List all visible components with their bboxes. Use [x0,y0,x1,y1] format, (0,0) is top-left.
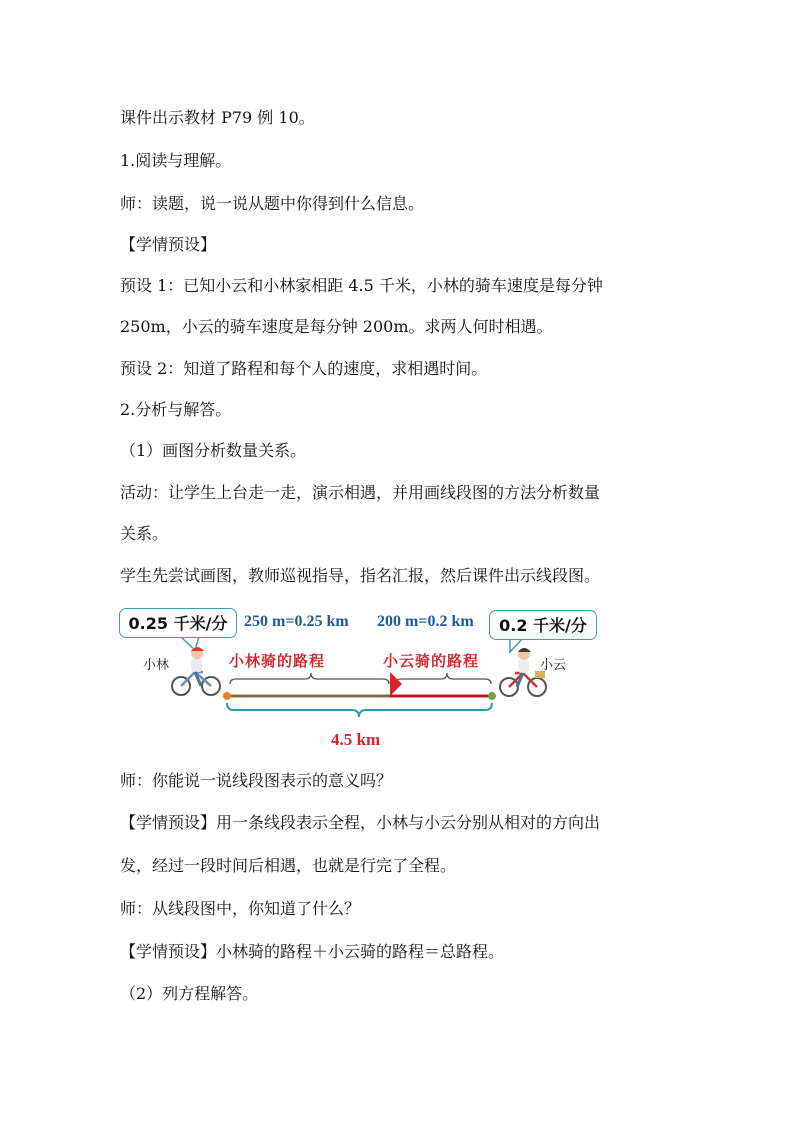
cyclist-boy-icon [172,647,220,695]
xiaoyun-speed-bubble: 0.2 千米/分 [489,610,597,640]
xiaolin-speed-bubble: 0.25 千米/分 [119,608,237,638]
end-point [488,692,496,700]
text-line-13: 师：你能说一说线段图表示的意义吗？ [120,771,393,790]
left-route-brace [230,673,389,684]
meeting-flag-icon [390,672,402,696]
right-route-brace [395,673,491,684]
text-line-11: 关系。 [120,524,169,543]
text-line-5: 预设 1：已知小云和小林家相距 4.5 千米，小林的骑车速度是每分钟 [120,276,603,295]
text-line-6: 250m，小云的骑车速度是每分钟 200m。求两人何时相遇。 [120,317,553,336]
text-line-7: 预设 2：知道了路程和每个人的速度，求相遇时间。 [120,359,488,378]
text-line-10: 活动：让学生上台走一走，演示相遇，并用画线段图的方法分析数量 [120,483,601,502]
text-line-17: 【学情预设】小林骑的路程＋小云骑的路程＝总路程。 [120,942,505,961]
xiaolin-speed-conversion: 250 m=0.25 km [244,613,349,630]
xiaolin-route-label: 小林骑的路程 [229,654,326,670]
text-line-8: 2.分析与解答。 [120,400,232,419]
text-line-12: 学生先尝试画图，教师巡视指导，指名汇报，然后课件出示线段图。 [120,566,601,585]
start-point [223,692,231,700]
total-distance-label: 4.5 km [331,730,381,749]
text-line-4: 【学情预设】 [120,235,217,254]
xiaoyun-speed-conversion: 200 m=0.2 km [377,613,474,630]
text-line-16: 师：从线段图中，你知道了什么？ [120,899,361,918]
xiaoyun-name-label: 小云 [540,657,567,672]
total-distance-brace [227,703,492,717]
text-line-14: 【学情预设】用一条线段表示全程，小林与小云分别从相对的方向出 [120,813,601,832]
text-line-1: 课件出示教材 P79 例 10。 [120,108,315,127]
xiaolin-name-label: 小林 [143,657,170,672]
text-line-18: （2）列方程解答。 [120,984,259,1003]
xiaoyun-route-label: 小云骑的路程 [383,654,480,670]
line-segment-diagram [115,602,605,752]
text-line-2: 1.阅读与理解。 [120,151,232,170]
text-line-15: 发，经过一段时间后相遇，也就是行完了全程。 [120,856,457,875]
text-line-3: 师：读题，说一说从题中你得到什么信息。 [120,194,425,213]
text-line-9: （1）画图分析数量关系。 [120,441,307,460]
